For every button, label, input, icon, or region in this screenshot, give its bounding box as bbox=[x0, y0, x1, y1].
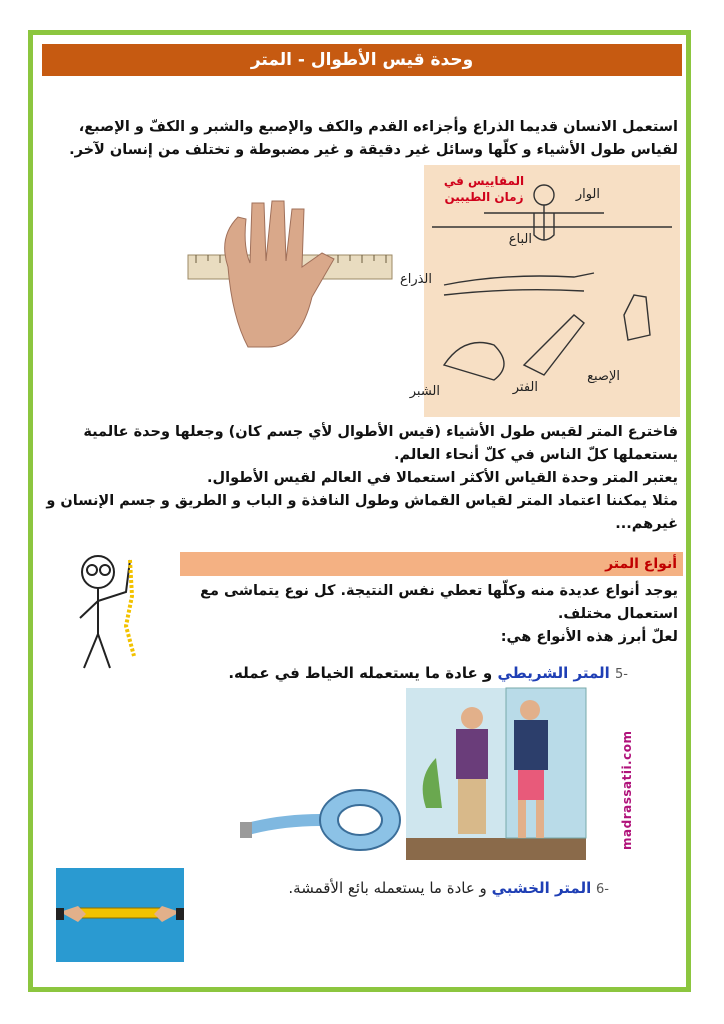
type-item-tape bbox=[228, 664, 628, 682]
label-bow: الوار bbox=[575, 187, 600, 202]
type-item-wooden bbox=[288, 879, 609, 897]
types-paragraph bbox=[178, 580, 678, 649]
old-measures-illustration bbox=[399, 165, 680, 417]
item-name: المتر الخشبي bbox=[491, 879, 592, 897]
intro-line: استعمل الانسان قديما الذراع وأجزاءه القدم والكف والإصبع والشبر و الكفّ و الإصبع، bbox=[78, 119, 678, 135]
types-line: لعلّ أبرز هذه الأنواع هي: bbox=[500, 629, 678, 645]
body-paragraph bbox=[38, 421, 678, 536]
hand-ruler-image bbox=[188, 197, 392, 351]
label-arm: الذراع bbox=[399, 272, 432, 287]
body-line: يستعملها كلّ الناس في كلّ أنحاء العالم. bbox=[393, 447, 678, 463]
types-line: استعمال مختلف. bbox=[557, 606, 678, 622]
item-name: المتر الشريطي bbox=[497, 664, 610, 682]
item-number: -6 bbox=[596, 882, 609, 897]
page-title bbox=[42, 44, 682, 76]
item-number: -5 bbox=[615, 667, 628, 682]
intro-line: لقياس طول الأشياء و كلّها وسائل غير دقيقة و غير مضبوطة و تختلف من إنسان لآخر. bbox=[69, 142, 678, 158]
illustration-title-2: زمان الطيبين bbox=[444, 190, 524, 204]
label-fitr: الفتر bbox=[512, 380, 538, 395]
tape-measure-image bbox=[240, 770, 406, 860]
item-desc: و عادة ما يستعمله بائع الأقمشة. bbox=[288, 879, 492, 897]
body-line: فاخترع المتر لقيس طول الأشياء (قيس الأطوال لأي جسم كان) وجعلها وحدة عالمية bbox=[83, 424, 678, 440]
illustration-title-1: المقاييس في bbox=[443, 174, 525, 188]
body-line: مثلا يمكننا اعتماد المتر لقياس القماش وطول النافذة و الباب و الطريق و جسم الإنسان و bbox=[46, 493, 678, 509]
types-section-header bbox=[180, 552, 683, 576]
types-section-title: أنواع المتر bbox=[605, 556, 677, 572]
wooden-ruler-image bbox=[56, 868, 184, 962]
label-baa: الباع bbox=[508, 232, 532, 247]
item-desc: و عادة ما يستعمله الخياط في عمله. bbox=[228, 664, 498, 682]
body-line: يعتبر المتر وحدة القياس الأكثر استعمالا في العالم لقيس الأطوال. bbox=[207, 470, 678, 486]
stick-figure-image bbox=[60, 546, 170, 674]
intro-paragraph bbox=[58, 116, 678, 162]
label-finger: الإصبع bbox=[587, 369, 620, 384]
label-span: الشبر bbox=[409, 384, 440, 399]
tailor-image bbox=[406, 688, 586, 860]
body-line: غيرهم... bbox=[615, 516, 678, 532]
types-line: يوجد أنواع عديدة منه وكلّها تعطي نفس النتيجة. كل نوع يتماشى مع bbox=[200, 583, 678, 599]
watermark: madrassatii.com bbox=[620, 730, 634, 850]
page-title-text: وحدة قيس الأطوال - المتر bbox=[250, 50, 474, 70]
